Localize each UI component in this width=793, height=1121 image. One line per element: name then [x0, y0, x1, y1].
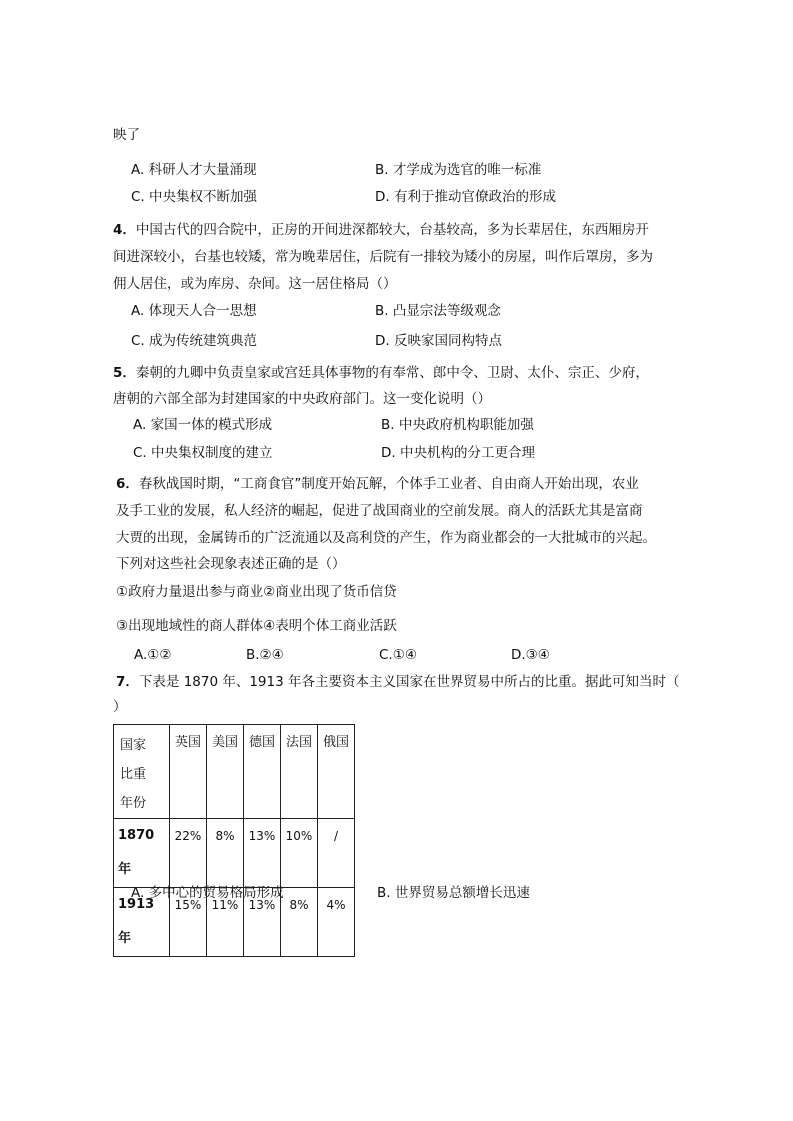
q4-number: 4．: [113, 222, 136, 238]
table-cell: 15%: [170, 888, 207, 957]
q7-stem-line1: 7．下表是 1870 年、1913 年各主要资本主义国家在世界贸易中所占的比重。据此可知当时（: [116, 674, 680, 690]
q6-stem-line2: 及手工业的发展，私人经济的崛起，促进了战国商业的空前发展。商人的活跃尤其是富商: [116, 503, 643, 519]
q6-option-b: B.②④: [246, 647, 284, 663]
q3-option-d: D. 有利于推动官僚政治的形成: [375, 189, 556, 205]
table-cell: 4%: [318, 888, 355, 957]
q4-option-b: B. 凸显宗法等级观念: [375, 303, 501, 319]
q3-stem-tail: 映了: [113, 127, 140, 143]
q3-option-b: B. 才学成为选官的唯一标准: [375, 162, 542, 178]
q6-option-d: D.③④: [511, 647, 550, 663]
q6-statement-line2: ③出现地域性的商人群体④表明个体工商业活跃: [116, 618, 397, 634]
q7-number: 7．: [116, 674, 139, 690]
table-row: [114, 819, 355, 888]
q6-stem-line1: 6．春秋战国时期，“工商食官”制度开始瓦解，个体手工业者、自由商人开始出现，农业: [116, 476, 639, 492]
table-cell: 8%: [207, 819, 244, 888]
corner-label-year: 年份: [120, 796, 147, 811]
q5-option-b: B. 中央政府机构职能加强: [381, 417, 534, 433]
q5-option-d: D. 中央机构的分工更合理: [381, 445, 535, 461]
q7-option-a: A. 多中心的贸易格局形成: [131, 885, 284, 901]
country-header-russia: 俄国: [318, 725, 355, 819]
row-year-label: 1913 年: [114, 888, 170, 957]
q4-stem-line1: 4．中国古代的四合院中，正房的开间进深都较大，台基较高，多为长辈居住，东西厢房开: [113, 222, 649, 238]
table-cell: /: [318, 819, 355, 888]
q4-stem-line3: 佣人居住，或为库房、杂间。这一居住格局（）: [113, 276, 397, 292]
corner-label-share: 比重: [120, 767, 147, 782]
q6-statement-line1: ①政府力量退出参与商业②商业出现了货币信贷: [116, 584, 397, 600]
q5-stem-line1: 5．秦朝的九卿中负责皇家或宫廷具体事物的有奉常、郎中令、卫尉、太仆、宗正、少府，: [113, 365, 649, 381]
table-cell: 13%: [244, 819, 281, 888]
table-corner-cell: [114, 725, 170, 819]
q6-number: 6．: [116, 476, 139, 492]
q5-stem-line2: 唐朝的六部全部为封建国家的中央政府部门。这一变化说明（）: [113, 391, 491, 407]
trade-share-table: [113, 724, 355, 957]
q7-stem-line2: ）: [113, 699, 127, 715]
country-header-france: 法国: [281, 725, 318, 819]
table-header-row: [114, 725, 355, 819]
q7-option-b: B. 世界贸易总额增长迅速: [377, 885, 530, 901]
q6-option-a: A.①②: [134, 647, 172, 663]
q3-option-a: A. 科研人才大量涌现: [131, 162, 257, 178]
q6-stem-line4: 下列对这些社会现象表述正确的是（）: [116, 556, 346, 572]
table-cell: 13%: [244, 888, 281, 957]
table-cell: 10%: [281, 819, 318, 888]
q4-stem-line2: 间进深较小，台基也较矮，常为晚辈居住，后院有一排较为矮小的房屋，叫作后罩房，多为: [113, 249, 653, 265]
q6-option-c: C.①④: [379, 647, 417, 663]
q3-option-c: C. 中央集权不断加强: [131, 189, 258, 205]
country-header-uk: 英国: [170, 725, 207, 819]
corner-label-country: 国家: [120, 738, 147, 753]
q5-option-c: C. 中央集权制度的建立: [133, 445, 273, 461]
row-year-label: 1870 年: [114, 819, 170, 888]
q4-option-c: C. 成为传统建筑典范: [131, 333, 258, 349]
q5-option-a: A. 家国一体的模式形成: [133, 417, 273, 433]
q4-option-d: D. 反映家国同构特点: [375, 333, 502, 349]
country-header-us: 美国: [207, 725, 244, 819]
q5-number: 5．: [113, 365, 136, 381]
q6-stem-line3: 大贾的出现，金属铸币的广泛流通以及高利贷的产生，作为商业都会的一大批城市的兴起。: [116, 530, 656, 546]
table-cell: 22%: [170, 819, 207, 888]
table-cell: 8%: [281, 888, 318, 957]
table-cell: 11%: [207, 888, 244, 957]
country-header-germany: 德国: [244, 725, 281, 819]
q4-option-a: A. 体现天人合一思想: [131, 303, 257, 319]
